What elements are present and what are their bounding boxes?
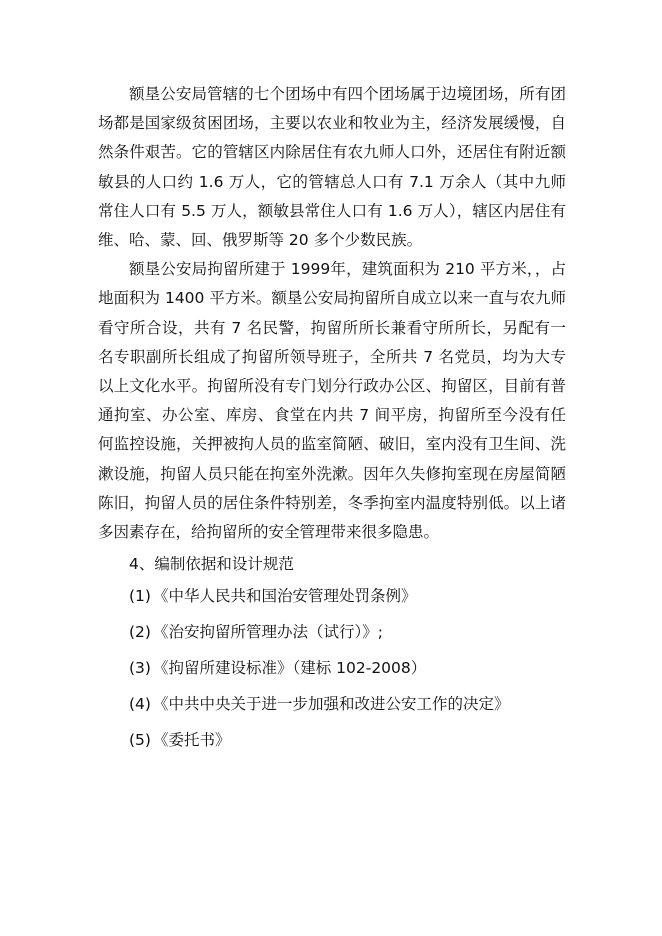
reference-list	[98, 578, 566, 758]
reference-number: (5)	[129, 731, 151, 750]
reference-title: 《中华人民共和国治安管理处罚条例》	[152, 587, 417, 606]
list-item	[98, 614, 566, 650]
paragraph-detention-center: 额垦公安局拘留所建于 1999年，建筑面积为 210 平方米，，占地面积为 1400 平方米。额垦公安局拘留所自成立以来一直与农九师看守所合设，共有 7 名民警，拘留所所长兼看守所所长，另配有一名专职副所长组成了拘留所领导班子，全所共 7 名党员，均为大专以上文化水平。拘留所没有专门划分行政办公区、拘留区，目前有普通拘室、办公室、库房、食堂在内共 7 间平房，拘留所至今没有任何监控设施，关押被拘人员的监室简陋、破旧，室内没有卫生间、洗漱设施，拘留人员只能在拘室外洗漱。因年久失修拘室现在房屋简陋陈旧，拘留人员的居住条件特别差，冬季拘室内温度特别低。以上诸多因素存在，给拘留所的安全管理带来很多隐患。	[98, 260, 566, 542]
document-page	[98, 80, 566, 758]
reference-title: 《治安拘留所管理办法（试行）》;	[152, 623, 383, 642]
list-item	[98, 650, 566, 686]
reference-number: (1)	[129, 587, 151, 606]
reference-title: 《中共中央关于进一步加强和改进公安工作的决定》	[152, 695, 510, 714]
reference-title: 《委托书》	[152, 731, 231, 750]
list-item	[98, 578, 566, 614]
reference-number: (2)	[129, 623, 151, 642]
paragraph-jurisdiction: 额垦公安局管辖的七个团场中有四个团场属于边境团场，所有团场都是国家级贫困团场，主要以农业和牧业为主，经济发展缓慢，自然条件艰苦。它的管辖区内除居住有农九师人口外，还居住有附近额敏县的人口约 1.6 万人，它的管辖总人口有 7.1 万余人（其中九师常住人口有 5.5 万人，额敏县常住人口有 1.6 万人），辖区内居住有维、哈、蒙、回、俄罗斯等 20 多个少数民族。	[98, 85, 566, 250]
list-item	[98, 722, 566, 758]
reference-title: 《拘留所建设标准》（建标 102-2008）	[152, 659, 427, 678]
reference-number: (4)	[129, 695, 151, 714]
reference-number: (3)	[129, 659, 151, 678]
section-heading: 4、编制依据和设计规范	[129, 555, 294, 574]
list-item	[98, 686, 566, 722]
